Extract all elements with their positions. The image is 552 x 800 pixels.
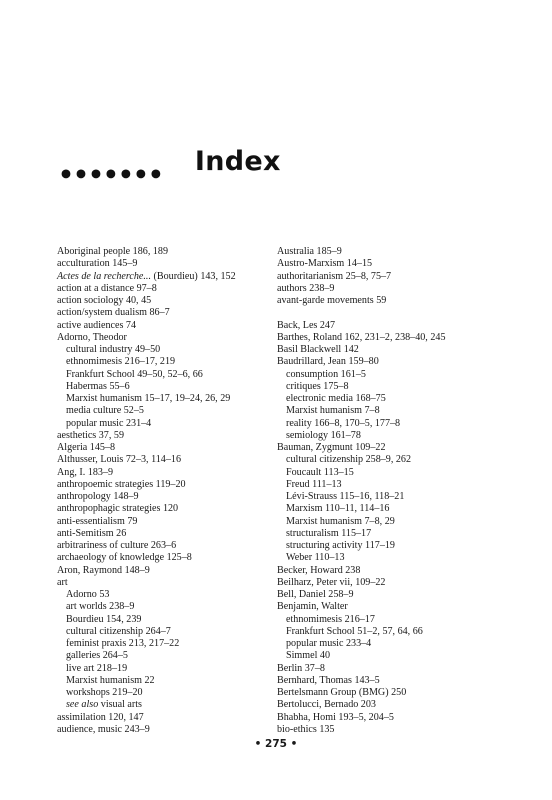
index-subentry — [57, 418, 272, 430]
page-title: Index — [194, 146, 281, 177]
index-subentry — [277, 467, 512, 479]
index-entry-text: reality 166–8, 170–5, 177–8 — [286, 417, 401, 429]
index-entry — [277, 589, 512, 601]
index-entry-text: Marxist humanism 15–17, 19–24, 26, 29 — [66, 393, 231, 404]
index-entry — [57, 442, 272, 454]
index-subentry — [57, 626, 272, 638]
index-subentry — [57, 614, 272, 626]
index-entry — [277, 332, 512, 344]
index-entry-text: action/system dualism 86–7 — [57, 307, 170, 319]
index-entry-text: active audiences 74 — [57, 319, 137, 331]
index-entry-text: Marxist humanism 7–8 — [286, 405, 380, 417]
index-subentry — [57, 601, 272, 613]
index-subentry — [277, 650, 512, 662]
index-entry-text: archaeology of knowledge 125–8 — [57, 552, 192, 564]
index-subentry — [277, 626, 512, 638]
index-entry — [277, 565, 512, 577]
index-entry — [277, 712, 512, 724]
index-entry — [57, 430, 272, 442]
index-entry — [277, 344, 512, 356]
index-entry — [277, 663, 512, 675]
index-entry-text: feminist praxis 213, 217–22 — [66, 638, 180, 649]
index-column-right — [277, 246, 512, 736]
index-entry — [277, 699, 512, 711]
index-entry-text: Basil Blackwell 142 — [277, 344, 359, 355]
index-entry — [57, 295, 272, 307]
index-subentry — [277, 491, 512, 503]
index-entry-text: Bertelsmann Group (BMG) 250 — [277, 687, 407, 698]
index-entry-text: Frankfurt School 49–50, 52–6, 66 — [66, 368, 203, 380]
index-subentry — [57, 381, 272, 393]
index-subentry — [277, 369, 512, 381]
index-subentry — [277, 516, 512, 528]
index-entry-text: Becker, Howard 238 — [277, 564, 361, 576]
index-entry-text: cultural citizenship 258–9, 262 — [286, 454, 412, 466]
index-entry-text: Marxism 110–11, 114–16 — [286, 503, 390, 515]
index-entry — [277, 724, 512, 736]
index-entry — [277, 258, 512, 270]
index-entry — [277, 577, 512, 589]
index-entry-text: Bauman, Zygmunt 109–22 — [277, 442, 386, 453]
index-entry — [277, 675, 512, 687]
index-subentry — [277, 381, 512, 393]
index-subentry — [277, 540, 512, 552]
index-subentry — [57, 687, 272, 699]
index-entry-text: popular music 231–4 — [66, 417, 152, 429]
decorative-dots: ••••••• — [58, 160, 163, 189]
index-entry-text: live art 218–19 — [66, 662, 128, 674]
index-subentry — [57, 393, 272, 405]
index-entry — [57, 307, 272, 319]
index-entry-text: avant-garde movements 59 — [277, 295, 387, 306]
index-entry — [57, 454, 272, 466]
index-entry-text: consumption 161–5 — [286, 368, 366, 380]
index-entry-text: action sociology 40, 45 — [57, 295, 152, 306]
index-subentry — [277, 405, 512, 417]
index-entry-text: Foucault 113–15 — [286, 466, 354, 478]
index-subentry — [277, 454, 512, 466]
index-header — [58, 146, 281, 189]
index-subentry — [277, 638, 512, 650]
index-entry-text: art worlds 238–9 — [66, 601, 135, 613]
index-entry — [57, 503, 272, 515]
index-entry-text: audience, music 243–9 — [57, 723, 150, 735]
index-entry-text: authors 238–9 — [277, 282, 335, 294]
index-entry-text: anthropoemic strategies 119–20 — [57, 478, 186, 490]
index-entry — [57, 516, 272, 528]
index-entry — [277, 356, 512, 368]
index-entry — [277, 442, 512, 454]
index-entry — [277, 687, 512, 699]
page-number: • 275 • — [254, 738, 298, 750]
index-entry-text: popular music 233–4 — [286, 638, 372, 649]
index-subentry — [277, 418, 512, 430]
index-entry-text: action at a distance 97–8 — [57, 282, 157, 294]
index-entry — [277, 271, 512, 283]
index-subentry — [277, 430, 512, 442]
index-entry-text: cultural industry 49–50 — [66, 344, 161, 355]
index-entry — [57, 271, 272, 283]
index-entry — [57, 540, 272, 552]
index-entry-text: anti-Semitism 26 — [57, 527, 127, 539]
index-entry-text: Adorno, Theodor — [57, 331, 127, 343]
index-subentry — [57, 650, 272, 662]
index-entry-text: authoritarianism 25–8, 75–7 — [277, 270, 392, 282]
index-entry-text: Bell, Daniel 258–9 — [277, 589, 354, 600]
index-entry-text: structuralism 115–17 — [286, 527, 372, 539]
index-entry-text: critiques 175–8 — [286, 380, 349, 392]
index-entry — [277, 601, 512, 613]
index-entry-text: arbitrariness of culture 263–6 — [57, 540, 177, 551]
index-entry — [57, 479, 272, 491]
index-subentry — [57, 638, 272, 650]
index-subentry — [57, 675, 272, 687]
index-entry-text: Bhabha, Homi 193–5, 204–5 — [277, 711, 394, 723]
index-entry — [277, 246, 512, 258]
index-entry — [57, 552, 272, 564]
index-entry-text: Althusser, Louis 72–3, 114–16 — [57, 454, 181, 466]
index-entry-text: assimilation 120, 147 — [57, 711, 144, 723]
index-entry — [57, 283, 272, 295]
index-subentry — [57, 369, 272, 381]
index-subentry — [277, 552, 512, 564]
index-entry-text: Weber 110–13 — [286, 552, 345, 564]
index-entry — [57, 246, 272, 258]
index-entry-text: ethnomimesis 216–17, 219 — [66, 356, 176, 368]
index-subentry — [277, 479, 512, 491]
index-entry — [277, 295, 512, 307]
index-entry — [57, 724, 272, 736]
index-entry-text: Baudrillard, Jean 159–80 — [277, 356, 379, 368]
index-entry-text: Berlin 37–8 — [277, 662, 325, 674]
index-entry-text: media culture 52–5 — [66, 405, 144, 417]
index-entry-text: aesthetics 37, 59 — [57, 429, 124, 441]
index-subentry — [57, 663, 272, 675]
index-entry — [57, 258, 272, 270]
index-entry — [57, 528, 272, 540]
index-subentry — [277, 393, 512, 405]
index-subentry — [57, 405, 272, 417]
index-entry — [277, 283, 512, 295]
index-entry-text: Marxist humanism 22 — [66, 674, 155, 686]
index-subentry — [57, 344, 272, 356]
index-entry-text: Benjamin, Walter — [277, 601, 348, 613]
index-entry-text: Bourdieu 154, 239 — [66, 613, 142, 625]
index-entry-text: Habermas 55–6 — [66, 380, 130, 392]
index-entry-text: Algeria 145–8 — [57, 442, 116, 453]
index-entry-suffix: (Bourdieu) 143, 152 — [150, 270, 236, 282]
index-entry-text: Bernhard, Thomas 143–5 — [277, 674, 380, 686]
index-subentry — [277, 528, 512, 540]
index-entry — [57, 712, 272, 724]
index-entry-text: workshops 219–20 — [66, 687, 143, 698]
index-entry-text: Freud 111–13 — [286, 478, 342, 490]
index-entry-text: Lévi-Strauss 115–16, 118–21 — [286, 491, 405, 502]
index-subentry — [57, 699, 272, 711]
index-entry-text: Adorno 53 — [66, 589, 110, 600]
index-entry-text: Actes de la recherche... — [57, 270, 151, 282]
index-entry-text: Barthes, Roland 162, 231–2, 238–40, 245 — [277, 331, 446, 343]
index-entry-text: structuring activity 117–19 — [286, 540, 395, 551]
index-entry-text: cultural citizenship 264–7 — [66, 625, 171, 637]
index-entry-text: bio-ethics 135 — [277, 723, 335, 735]
index-entry — [57, 491, 272, 503]
index-entry-text: galleries 264–5 — [66, 650, 128, 662]
index-entry-text: Aboriginal people 186, 189 — [57, 246, 169, 257]
index-entry-text: anti-essentialism 79 — [57, 515, 138, 527]
index-entry-text: anthropophagic strategies 120 — [57, 503, 179, 515]
index-entry-text: ethnomimesis 216–17 — [286, 613, 375, 625]
index-subentry — [57, 589, 272, 601]
index-column-left — [57, 246, 272, 736]
index-entry — [57, 332, 272, 344]
index-subentry — [277, 614, 512, 626]
index-entry-text: Aron, Raymond 148–9 — [57, 564, 150, 576]
index-entry — [57, 320, 272, 332]
index-entry-text: Marxist humanism 7–8, 29 — [286, 515, 395, 527]
index-entry — [277, 320, 512, 332]
index-gap — [277, 307, 512, 319]
index-entry-text: Australia 185–9 — [277, 246, 342, 257]
index-subentry — [57, 356, 272, 368]
index-entry-text: Simmel 40 — [286, 650, 331, 662]
index-entry — [57, 565, 272, 577]
index-entry-text: Bertolucci, Bernado 203 — [277, 699, 376, 711]
index-entry-text: art — [57, 576, 68, 588]
index-entry-text: Frankfurt School 51–2, 57, 64, 66 — [286, 625, 423, 637]
index-entry-suffix: visual arts — [98, 699, 142, 711]
index-entry-text: see also — [66, 699, 99, 711]
index-entry — [57, 577, 272, 589]
index-entry-text: electronic media 168–75 — [286, 393, 386, 404]
index-entry-text: Beilharz, Peter vii, 109–22 — [277, 576, 386, 588]
index-entry-text: semiology 161–78 — [286, 429, 361, 441]
index-subentry — [277, 503, 512, 515]
index-entry-text: Back, Les 247 — [277, 319, 336, 331]
index-entry — [57, 467, 272, 479]
index-entry-text: Ang, I. 183–9 — [57, 466, 114, 478]
index-entry-text: anthropology 148–9 — [57, 491, 139, 502]
index-entry-text: acculturation 145–9 — [57, 258, 138, 270]
index-entry-text: Austro-Marxism 14–15 — [277, 258, 373, 270]
